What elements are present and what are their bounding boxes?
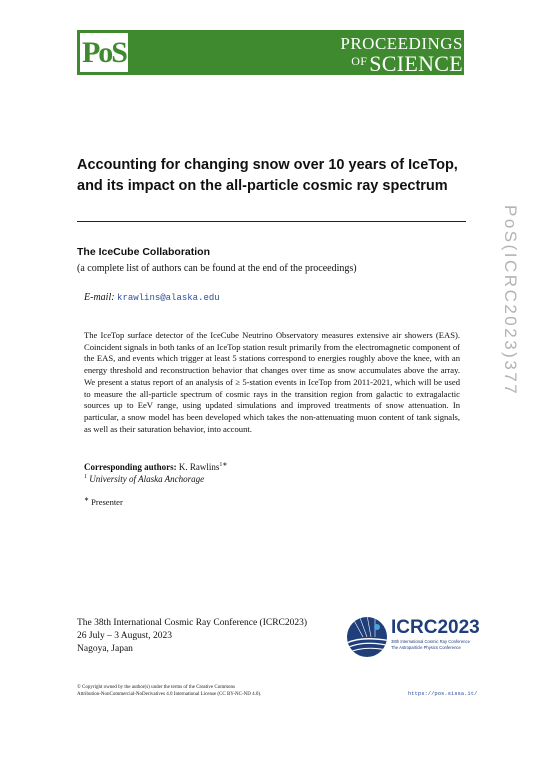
- copyright-line-2: Attribution-NonCommercial-NoDerivatives 4.0 International License (CC BY-NC-ND 4.0).: [77, 692, 262, 697]
- icrc-subtitle-1: 38th International Cosmic Ray Conference: [391, 639, 470, 644]
- copyright-line-1: © Copyright owned by the author(s) under the terms of the Creative Commons: [77, 685, 235, 690]
- conference-location: Nagoya, Japan: [77, 644, 133, 654]
- presenter-mark: ∗: [84, 497, 90, 503]
- email-line: [84, 292, 220, 303]
- pos-url-link[interactable]: https://pos.sissa.it/: [408, 690, 478, 697]
- conference-info: [77, 617, 307, 656]
- icrc-subtitle-2: The Astroparticle Physics Conference: [391, 645, 461, 650]
- presenter-label: Presenter: [91, 496, 123, 507]
- brand-of: OF: [351, 54, 368, 68]
- copyright-notice: [77, 684, 261, 698]
- side-pos-id: PoS(ICRC2023)377: [501, 205, 520, 397]
- title-line-1: Accounting for changing snow over 10 years of IceTop,: [77, 157, 458, 173]
- affiliation: [84, 474, 204, 484]
- affiliation-mark: 1: [84, 474, 87, 480]
- email-address-link[interactable]: krawlins@alaska.edu: [117, 293, 220, 303]
- brand-science: SCIENCE: [369, 51, 463, 76]
- email-label: E-mail:: [84, 292, 115, 303]
- author-marks: 1∗: [219, 462, 228, 468]
- corresponding-author: K. Rawlins: [178, 462, 220, 472]
- collaboration-note: (a complete list of authors can be found at the end of the proceedings): [77, 263, 357, 274]
- collaboration-name: The IceCube Collaboration: [77, 246, 211, 258]
- icrc-title: ICRC2023: [391, 617, 480, 638]
- conference-dates: 26 July – 3 August, 2023: [77, 631, 173, 641]
- abstract: The IceTop surface detector of the IceCube Neutrino Observatory measures extensive air showers (EAS). Coincident signals in both tanks of an IceTop station result primarily from the electromagnetic component of the EAS, and events which trigger at least 5 stations correspond to energies roughly above the knee, with an energy threshold and reconstruction behavior that changes over time as snow accumulates above the array. We present a status report of an analysis of ≥ 5-station events in IceTop from 2011-2021, which will be used to measure the all-particle spectrum of cosmic rays in the transition region from galactic to extragalactic sources up to EeV range, using updated simulations and improved treatments of snow attenuation. In particular, a snow model has been developed which takes the non-attenuating muon content of tank signals, as well as their saturation behavior, into account.: [84, 330, 460, 434]
- icrc-globe-icon: [345, 615, 389, 659]
- pos-logo: PoS: [81, 35, 126, 69]
- presenter-note: [84, 496, 123, 507]
- paper-title: [77, 155, 477, 197]
- corresponding-authors: [84, 461, 227, 472]
- title-rule: [77, 221, 466, 222]
- brand-proceedings: PROCEEDINGS: [340, 34, 463, 53]
- affiliation-name: University of Alaska Anchorage: [89, 474, 205, 484]
- conference-name: The 38th International Cosmic Ray Conference (ICRC2023): [77, 618, 308, 628]
- brand-of-science: [351, 51, 463, 77]
- title-line-2: and its impact on the all-particle cosmic ray spectrum: [77, 178, 448, 194]
- corresponding-label: Corresponding authors:: [84, 462, 177, 472]
